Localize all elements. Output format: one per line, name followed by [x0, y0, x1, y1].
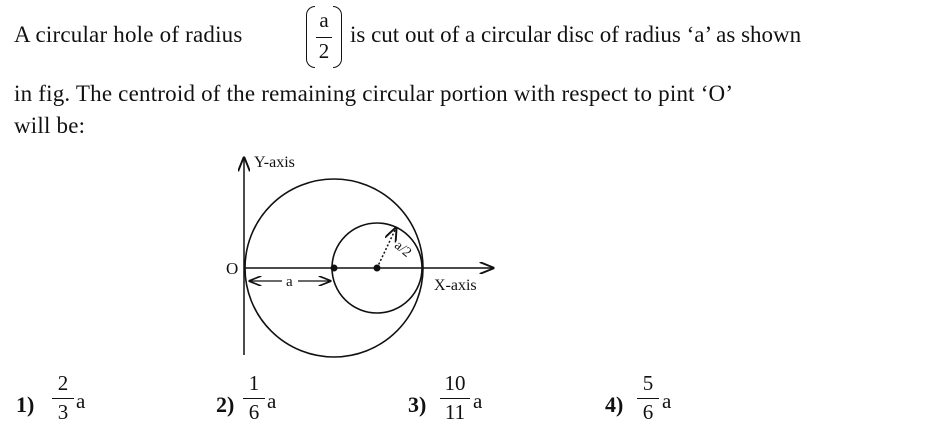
radius-numerator: a — [319, 8, 329, 32]
question-text-end: is cut out of a circular disc of radius ‘a’ as shown — [350, 22, 802, 47]
x-axis-label: X-axis — [434, 277, 477, 294]
question-line-3: will be: — [14, 113, 86, 138]
option-4-numerator: 5 — [642, 371, 654, 395]
option-1-denominator: 3 — [57, 400, 69, 424]
question-line-2: in fig. The centroid of the remaining circular portion with respect to pint ‘O’ — [14, 81, 734, 106]
option-1[interactable] — [16, 372, 136, 432]
option-4-bar — [637, 398, 659, 399]
option-4[interactable] — [605, 372, 725, 432]
option-2-denominator: 6 — [248, 400, 260, 424]
option-3[interactable] — [408, 372, 528, 432]
distance-label: a — [286, 274, 293, 290]
option-4-fraction — [637, 372, 659, 423]
option-3-label: 3) — [408, 392, 427, 417]
option-4-label: 4) — [605, 392, 624, 417]
option-3-numerator: 10 — [444, 371, 466, 395]
disc-center-dot — [331, 265, 338, 272]
option-3-variable: a — [473, 389, 483, 413]
option-1-label: 1) — [16, 392, 35, 417]
hole-radius-label: a/2 — [391, 238, 414, 261]
option-4-variable: a — [662, 389, 672, 413]
option-3-denominator: 11 — [444, 400, 466, 424]
option-1-numerator: 2 — [57, 371, 69, 395]
option-2-bar — [243, 398, 265, 399]
option-1-bar — [52, 398, 74, 399]
option-1-fraction — [52, 372, 74, 423]
option-2-numerator: 1 — [248, 371, 260, 395]
option-2[interactable] — [216, 372, 336, 432]
option-2-fraction — [243, 372, 265, 423]
option-2-variable: a — [267, 389, 277, 413]
option-4-denominator: 6 — [642, 400, 654, 424]
option-2-label: 2) — [216, 392, 235, 417]
origin-label: O — [226, 259, 239, 278]
question-text-start: A circular hole of radius — [14, 22, 243, 47]
radius-denominator: 2 — [318, 39, 330, 63]
option-1-variable: a — [76, 389, 86, 413]
option-3-fraction — [440, 372, 470, 423]
option-3-bar — [440, 398, 470, 399]
y-axis-label: Y-axis — [254, 154, 295, 171]
